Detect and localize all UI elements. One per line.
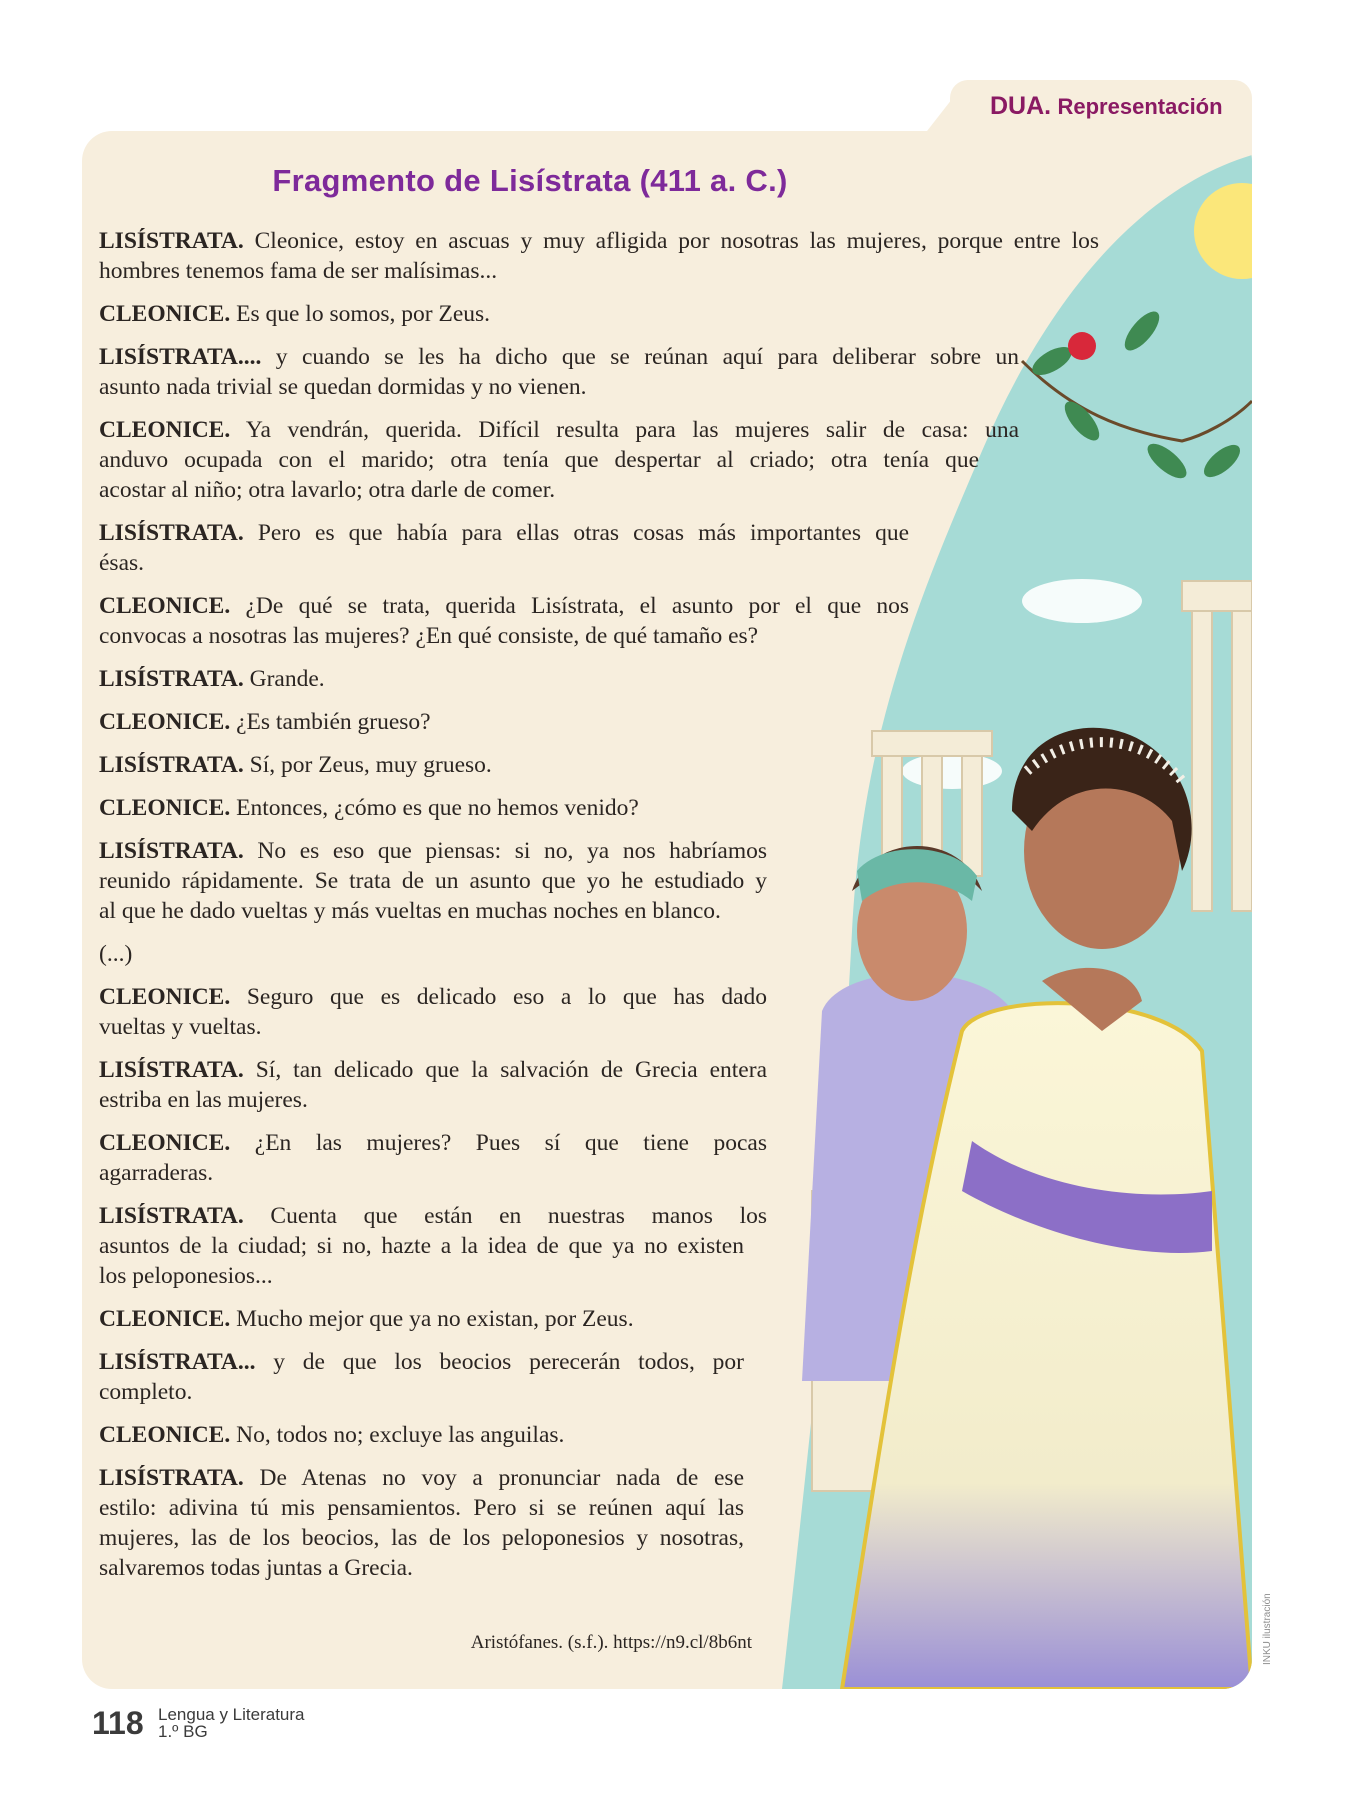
speaker-name: CLEONICE.	[99, 709, 231, 735]
page-title: Fragmento de Lisístrata (411 a. C.)	[272, 163, 788, 198]
dialogue-line	[99, 1463, 744, 1493]
dialogue-text-span: Cuenta que están en nuestras manos los	[270, 1203, 767, 1229]
dialogue-line	[99, 1420, 564, 1450]
dialogue-text-span: Seguro que es delicado eso a lo que has dado	[246, 984, 767, 1010]
dialogue-text-span: acostar al niño; otra lavarlo; otra darle de comer.	[99, 477, 556, 503]
dialogue-text-span: asunto nada trivial se quedan dormidas y no vienen.	[99, 374, 587, 400]
dialogue-line	[99, 1012, 262, 1042]
dialogue-text-span: ¿Es también grueso?	[236, 709, 431, 735]
dialogue-line	[99, 415, 1019, 445]
dialogue-text-span: (...)	[99, 941, 133, 967]
dialogue-text-span: De Atenas no voy a pronunciar nada de ese	[259, 1465, 745, 1491]
dialogue-line	[99, 1261, 273, 1291]
dialogue-line	[99, 982, 767, 1012]
dialogue-line	[99, 1201, 767, 1231]
dialogue-text-span: completo.	[99, 1379, 193, 1405]
dialogue-text-span: Sí, tan delicado que la salvación de Grecia entera	[255, 1057, 767, 1083]
speaker-name: CLEONICE.	[99, 984, 231, 1010]
dialogue-line	[99, 299, 490, 329]
grade-label: 1.º BG	[158, 1722, 208, 1741]
dialogue-text-span: Ya vendrán, querida. Difícil resulta para las mujeres salir de casa: una	[245, 417, 1019, 443]
dialogue-text-span: No es eso que piensas: si no, ya nos habríamos	[257, 838, 768, 864]
dialogue-text-span: y de que los beocios perecerán todos, por	[273, 1349, 745, 1375]
dialogue-line	[99, 475, 555, 505]
dialogue-text-span: salvaremos todas juntas a Grecia.	[99, 1555, 413, 1581]
dialogue-text-span: ¿De qué se trata, querida Lisístrata, el asunto por el que nos	[245, 593, 910, 619]
dialogue-text-span: Sí, por Zeus, muy grueso.	[249, 752, 492, 778]
dialogue-line	[99, 226, 1099, 256]
dialogue-line	[99, 939, 132, 969]
speaker-name: CLEONICE.	[99, 1306, 231, 1332]
dialogue-line	[99, 1085, 308, 1115]
speaker-name: LISÍSTRATA.	[99, 1203, 244, 1229]
dialogue-line	[99, 1553, 413, 1583]
speaker-name: LISÍSTRATA.	[99, 838, 244, 864]
dialogue-line	[99, 1055, 767, 1085]
speaker-name: LISÍSTRATA.	[99, 228, 244, 254]
dialogue-text-span: anduvo ocupada con el marido; otra tenía que despertar al criado; otra tenía que	[99, 447, 979, 473]
dialogue-text-span: hombres tenemos fama de ser malísimas...	[99, 258, 498, 284]
dialogue-text-span: No, todos no; excluye las anguilas.	[236, 1422, 565, 1448]
speaker-name: LISÍSTRATA.	[99, 520, 244, 546]
dua-label	[990, 92, 1223, 121]
dialogue-line	[99, 372, 587, 402]
dialogue-line	[99, 1158, 213, 1188]
dialogue-line	[99, 518, 909, 548]
dialogue-line	[99, 1128, 767, 1158]
dialogue-line	[99, 548, 144, 578]
dialogue-text-span: Mucho mejor que ya no existan, por Zeus.	[236, 1306, 634, 1332]
speaker-name: CLEONICE.	[99, 593, 231, 619]
dialogue-line	[99, 750, 492, 780]
dialogue-line	[99, 621, 758, 651]
subject-name: Lengua y Literatura	[158, 1705, 305, 1724]
dialogue-line	[99, 1377, 192, 1407]
speaker-name: LISÍSTRATA.	[99, 1057, 244, 1083]
speaker-name: LISÍSTRATA...	[99, 1349, 256, 1375]
dialogue-text-span: al que he dado vueltas y más vueltas en muchas noches en blanco.	[99, 898, 721, 924]
dua-prefix: DUA.	[990, 92, 1052, 120]
footer-subject	[158, 1706, 305, 1740]
illustration-credit: INKU ilustración	[1262, 1593, 1273, 1665]
dialogue-line	[99, 707, 431, 737]
citation: Aristófanes. (s.f.). https://n9.cl/8b6nt	[470, 1632, 752, 1653]
dialogue-text-span: vueltas y vueltas.	[99, 1014, 262, 1040]
dialogue-line	[99, 1493, 744, 1523]
dialogue-text-span: asuntos de la ciudad; si no, hazte a la idea de que ya no existen	[99, 1233, 744, 1259]
dialogue-text-span: Pero es que había para ellas otras cosas más importantes que	[257, 520, 909, 546]
dialogue-line	[99, 1231, 744, 1261]
dialogue-line	[99, 866, 767, 896]
speaker-name: LISÍSTRATA.	[99, 1465, 244, 1491]
dialogue-line	[99, 591, 909, 621]
dialogue-text-span: Cleonice, estoy en ascuas y muy afligida por nosotras las mujeres, porque entre los	[254, 228, 1099, 254]
dialogue-text-span: mujeres, las de los beocios, las de los peloponesios y nosotras,	[99, 1525, 744, 1551]
dialogue-line	[99, 445, 979, 475]
dua-type: Representación	[1057, 94, 1223, 119]
dialogue-text-span: Grande.	[249, 666, 325, 692]
dialogue-text-span: Es que lo somos, por Zeus.	[236, 301, 491, 327]
dialogue-text-span: ésas.	[99, 550, 145, 576]
dialogue-line	[99, 1347, 744, 1377]
dialogue-line	[99, 1523, 744, 1553]
dialogue-line	[99, 256, 497, 286]
speaker-name: CLEONICE.	[99, 1422, 231, 1448]
dialogue-line	[99, 896, 721, 926]
speaker-name: CLEONICE.	[99, 795, 231, 821]
speaker-name: LISÍSTRATA....	[99, 344, 262, 370]
speaker-name: LISÍSTRATA.	[99, 666, 244, 692]
dialogue-line	[99, 793, 639, 823]
dialogue-text-span: agarraderas.	[99, 1160, 214, 1186]
speaker-name: LISÍSTRATA.	[99, 752, 244, 778]
page-number: 118	[92, 1705, 144, 1741]
dialogue-line	[99, 836, 767, 866]
dialogue-text-span: estriba en las mujeres.	[99, 1087, 308, 1113]
dialogue-text-span: reunido rápidamente. Se trata de un asunto que yo he estudiado y	[99, 868, 767, 894]
speaker-name: CLEONICE.	[99, 1130, 231, 1156]
dialogue-text-span: estilo: adivina tú mis pensamientos. Pero si se reúnen aquí las	[99, 1495, 744, 1521]
dialogue-text-span: convocas a nosotras las mujeres? ¿En qué consiste, de qué tamaño es?	[99, 623, 759, 649]
dialogue-line	[99, 1304, 634, 1334]
speaker-name: CLEONICE.	[99, 301, 231, 327]
dialogue-text-span: Entonces, ¿cómo es que no hemos venido?	[236, 795, 639, 821]
dialogue-text-span: ¿En las mujeres? Pues sí que tiene pocas	[254, 1130, 767, 1156]
dialogue-line	[99, 664, 325, 694]
dialogue-text-span: los peloponesios...	[99, 1263, 273, 1289]
dialogue-text-span: y cuando se les ha dicho que se reúnan aquí para deliberar sobre un	[275, 344, 1019, 370]
dialogue-line	[99, 342, 1019, 372]
speaker-name: CLEONICE.	[99, 417, 231, 443]
